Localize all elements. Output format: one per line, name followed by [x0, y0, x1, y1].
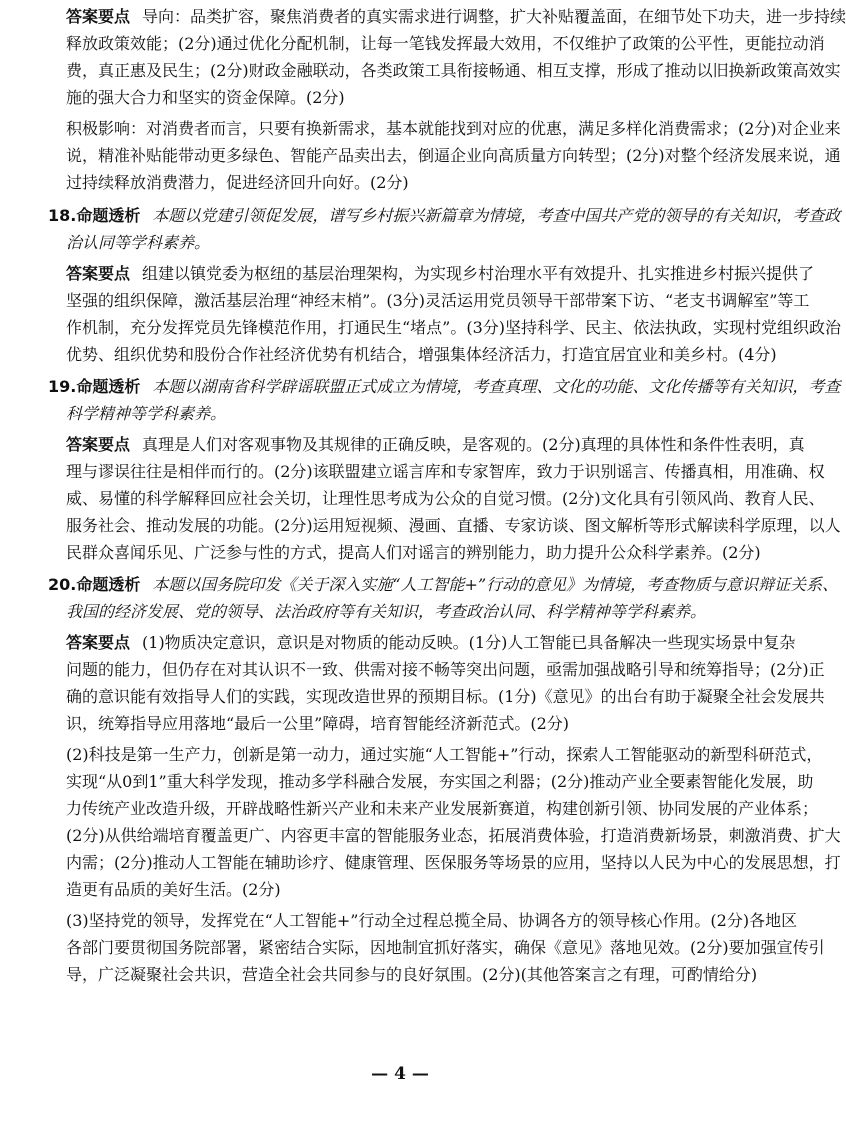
q18-analysis-line-1: 18.命题透析 本题以党建引领促发展，谱写乡村振兴新篇章为情境，考查中国共产党的领导的有关知识，考查政 [48, 206, 841, 225]
page-number: — 4 — [371, 1064, 429, 1084]
q20-answer-line-4: 识，统筹指导应用落地“最后一公里”障碍，培育智能经济新范式。(2分) [66, 714, 570, 733]
q20-analysis-line-2: 我国的经济发展、党的领导、法治政府等有关知识，考查政治认同、科学精神等学科素养。 [66, 602, 707, 621]
q20-analysis-line-1: 20.命题透析 本题以国务院印发《关于深入实施“人工智能+”行动的意见》为情境，考查物质与意识辩证关系、 [48, 575, 839, 594]
q19-answer-line-1: 答案要点 真理是人们对客观事物及其规律的正确反映，是客观的。(2分)真理的具体性和条件性表明，真 [66, 435, 805, 454]
q20-part2-line-3: 力传统产业改造升级，开辟战略性新兴产业和未来产业发展新赛道，构建创新引领、协同发展的产业体系； [66, 799, 819, 818]
q17-answer-line-2: 释放政策效能；(2分)通过优化分配机制，让每一笔钱发挥最大效用，不仅维护了政策的公平性，更能拉动消 [66, 34, 825, 53]
q18-answer-line-1: 答案要点 组建以镇党委为枢纽的基层治理架构，为实现乡村治理水平有效提升、扎实推进乡村振兴提供了 [66, 264, 815, 283]
q20-answer-line-3: 确的意识能有效指导人们的实践，实现改造世界的预期目标。(1分)《意见》的出台有助于凝聚全社会发展共 [66, 687, 825, 706]
analysis-label: 命题透析 [76, 206, 141, 225]
q17-answer-line-4: 施的强大合力和坚实的资金保障。(2分) [66, 88, 345, 107]
q20-part3-line-3: 导，广泛凝聚社会共识，营造全社会共同参与的良好氛围。(2分)(其他答案言之有理，可酌情给分) [66, 965, 758, 984]
q19-answer-line-2: 理与谬误往往是相伴而行的。(2分)该联盟建立谣言库和专家智库，致力于识别谣言、传播真相，用准确、权 [66, 462, 825, 481]
q20-part3-line-1: (3)坚持党的领导，发挥党在“人工智能+”行动全过程总揽全局、协调各方的领导核心作用。(2分)各地区 [66, 911, 798, 930]
question-number: 19. [48, 377, 77, 396]
q17-impact-line-1: 积极影响：对消费者而言，只要有换新需求，基本就能找到对应的优惠，满足多样化消费需求；(2分)对企业来 [66, 119, 841, 138]
q17-answer-line-1: 答案要点 导向：品类扩容，聚焦消费者的真实需求进行调整，扩大补贴覆盖面，在细节处下功夫，进一步持续 [66, 7, 846, 26]
q19-answer-line-5: 民群众喜闻乐见、广泛参与性的方式，提高人们对谣言的辨别能力，助力提升公众科学素养。(2分) [66, 543, 761, 562]
q17-impact-line-3: 过持续释放消费潜力，促进经济回升向好。(2分) [66, 173, 409, 192]
q19-analysis-line-2: 科学精神等学科素养。 [66, 404, 227, 423]
q20-part2-line-4: (2分)从供给端培育覆盖更广、内容更丰富的智能服务业态，拓展消费体验，打造消费新场景，刺激消费、扩大 [66, 826, 841, 845]
question-number: 20. [48, 575, 77, 594]
question-number: 18. [48, 206, 77, 225]
answer-label: 答案要点 [66, 435, 131, 454]
answer-label: 答案要点 [66, 7, 131, 26]
q18-answer-line-4: 优势、组织优势和股份合作社经济优势有机结合，增强集体经济活力，打造宜居宜业和美乡村。(4分) [66, 345, 777, 364]
q19-answer-line-3: 威、易懂的科学解释回应社会关切，让理性思考成为公众的自觉习惯。(2分)文化具有引领风尚、教育人民、 [66, 489, 825, 508]
q20-part2-line-6: 造更有品质的美好生活。(2分) [66, 880, 281, 899]
answer-label: 答案要点 [66, 264, 131, 283]
q17-impact-line-2: 说，精准补贴能带动更多绿色、智能产品卖出去，倒逼企业向高质量方向转型；(2分)对整个经济发展来说，通 [66, 146, 841, 165]
q20-part2-line-1: (2)科技是第一生产力，创新是第一动力，通过实施“人工智能+”行动，探索人工智能驱动的新型科研范式， [66, 745, 823, 764]
answer-label: 答案要点 [66, 633, 131, 652]
q20-answer-line-2: 问题的能力，但仍存在对其认识不一致、供需对接不畅等突出问题，亟需加强战略引导和统筹指导；(2分)正 [66, 660, 825, 679]
q20-answer-line-1: 答案要点 (1)物质决定意识，意识是对物质的能动反映。(1分)人工智能已具备解决一些现实场景中复杂 [66, 633, 796, 652]
q17-answer-line-3: 费，真正惠及民生；(2分)财政金融联动，各类政策工具衔接畅通、相互支撑，形成了推动以旧换新政策高效实 [66, 61, 841, 80]
q20-part2-line-2: 实现“从0到1”重大科学发现，推动多学科融合发展，夯实国之利器；(2分)推动产业全要素智能化发展，助 [66, 772, 814, 791]
q20-part3-line-2: 各部门要贯彻国务院部署，紧密结合实际，因地制宜抓好落实，确保《意见》落地见效。(2分)要加强宣传引 [66, 938, 825, 957]
analysis-label: 命题透析 [76, 377, 141, 396]
q18-answer-line-2: 坚强的组织保障，激活基层治理“神经末梢”。(3分)灵活运用党员领导干部带案下访、“老支书调解室”等工 [66, 291, 810, 310]
q20-part2-line-5: 内需；(2分)推动人工智能在辅助诊疗、健康管理、医保服务等场景的应用，坚持以人民为中心的发展思想，打 [66, 853, 841, 872]
analysis-label: 命题透析 [76, 575, 141, 594]
q19-analysis-line-1: 19.命题透析 本题以湖南省科学辟谣联盟正式成立为情境，考查真理、文化的功能、文化传播等有关知识，考查 [48, 377, 841, 396]
q18-answer-line-3: 作机制，充分发挥党员先锋模范作用，打通民生“堵点”。(3分)坚持科学、民主、依法执政，实现村党组织政治 [66, 318, 842, 337]
q19-answer-line-4: 服务社会、推动发展的功能。(2分)运用短视频、漫画、直播、专家访谈、图文解析等形式解读科学原理，以人 [66, 516, 841, 535]
q18-analysis-line-2: 治认同等学科素养。 [66, 233, 211, 252]
